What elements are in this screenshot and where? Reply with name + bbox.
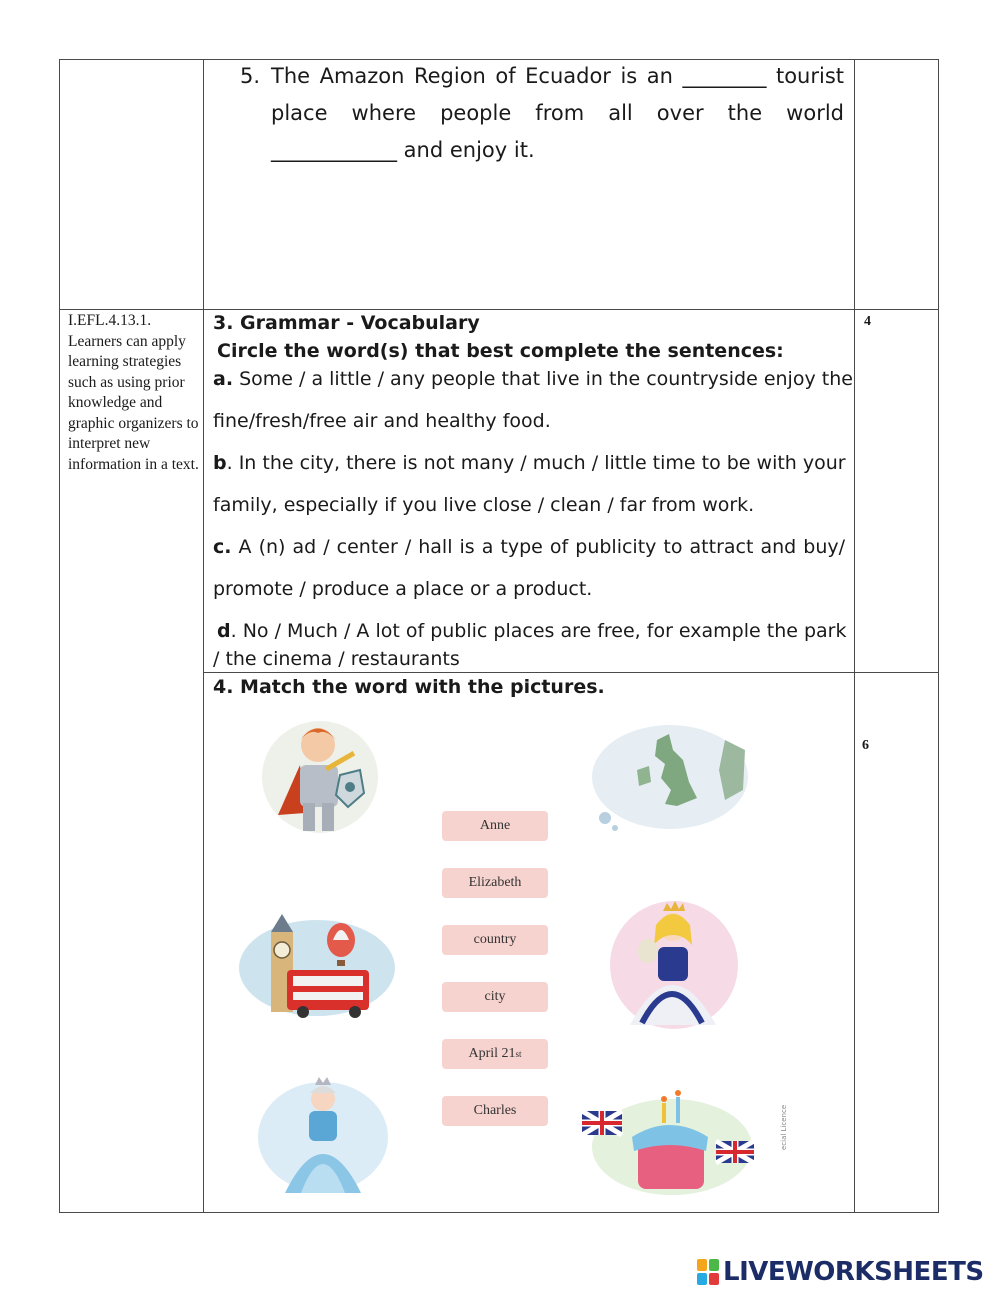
grammar-instruction: Circle the word(s) that best complete the sentences: bbox=[217, 340, 784, 362]
sentence-c-line-1 bbox=[213, 536, 845, 558]
sentence-a-text: Some / a little / any people that live in the countryside enjoy the bbox=[239, 368, 853, 390]
liveworksheets-logo[interactable] bbox=[697, 1257, 984, 1287]
learning-objective: I.EFL.4.13.1. Learners can apply learning strategies such as using prior knowledge and graphic organizers to interpret new information in a text. bbox=[68, 312, 199, 473]
word-box-city[interactable]: city bbox=[442, 982, 548, 1012]
word-april-suffix: st bbox=[515, 1049, 522, 1059]
grammar-score: 4 bbox=[864, 314, 871, 329]
column-divider-2 bbox=[854, 59, 855, 1213]
question-5-line-3: ____________ and enjoy it. bbox=[271, 138, 535, 162]
london-city-picture[interactable] bbox=[237, 910, 397, 1020]
word-box-anne[interactable]: Anne bbox=[442, 811, 548, 841]
matching-score: 6 bbox=[862, 738, 869, 753]
uk-map-picture[interactable] bbox=[585, 720, 755, 835]
column-divider-1 bbox=[203, 59, 204, 1213]
word-box-charles[interactable]: Charles bbox=[442, 1096, 548, 1126]
liveworksheets-logo-text: LIVEWORKSHEETS bbox=[723, 1257, 984, 1287]
table-border-bottom bbox=[59, 1212, 939, 1213]
sentence-d-line-2: / the cinema / restaurants bbox=[213, 648, 460, 670]
question-5-number: 5. bbox=[240, 64, 261, 88]
sentence-b-text: . In the city, there is not many / much / little time to be with your bbox=[226, 452, 846, 474]
image-credit: ecial Licence bbox=[780, 1104, 788, 1150]
row-divider-1 bbox=[59, 309, 939, 310]
question-5-line-1: The Amazon Region of Ecuador is an ________ tourist bbox=[271, 64, 844, 88]
word-box-april[interactable] bbox=[442, 1039, 548, 1069]
sentence-b-line-2: family, especially if you live close / clean / far from work. bbox=[213, 494, 755, 516]
sentence-a-line-1 bbox=[213, 368, 853, 390]
liveworksheets-logo-icon bbox=[697, 1259, 719, 1285]
queen-picture[interactable] bbox=[255, 1075, 390, 1195]
sentence-d-text: . No / Much / A lot of public places are free, for example the park bbox=[230, 620, 847, 642]
word-box-country[interactable]: country bbox=[442, 925, 548, 955]
word-box-elizabeth[interactable]: Elizabeth bbox=[442, 868, 548, 898]
sentence-c-label: c. bbox=[213, 536, 232, 558]
sentence-d-label: d bbox=[217, 620, 231, 642]
princess-picture[interactable] bbox=[600, 895, 745, 1035]
word-april-text: April 21 bbox=[468, 1046, 516, 1061]
table-border-right bbox=[938, 59, 939, 1213]
sentence-a-line-2: fine/fresh/free air and healthy food. bbox=[213, 410, 551, 432]
sentence-c-line-2: promote / produce a place or a product. bbox=[213, 578, 593, 600]
table-border-left bbox=[59, 59, 60, 1213]
knight-boy-picture[interactable] bbox=[260, 715, 380, 840]
sentence-d-line-1 bbox=[217, 620, 845, 642]
sentence-b-line-1 bbox=[213, 452, 845, 474]
sentence-c-text: A (n) ad / center / hall is a type of publicity to attract and buy/ bbox=[238, 536, 846, 558]
sentence-a-label: a. bbox=[213, 368, 234, 390]
sentence-b-label: b bbox=[213, 452, 227, 474]
row-divider-2 bbox=[203, 672, 939, 673]
grammar-title: 3. Grammar - Vocabulary bbox=[213, 312, 480, 334]
question-5-line-2: place where people from all over the world bbox=[271, 101, 844, 125]
birthday-cake-picture[interactable] bbox=[580, 1085, 760, 1195]
matching-title: 4. Match the word with the pictures. bbox=[213, 676, 605, 698]
